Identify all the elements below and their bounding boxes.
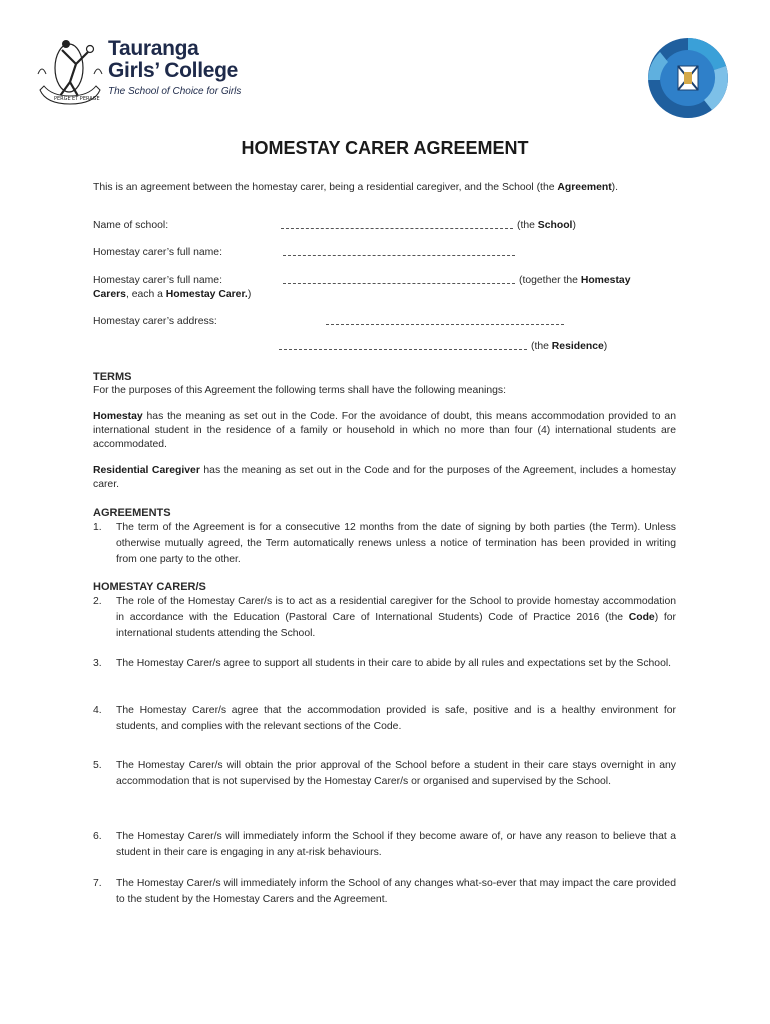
school-brand [108, 38, 241, 97]
intro-paragraph [93, 181, 676, 195]
school-name-line1: Tauranga [108, 37, 199, 60]
agreements-section [93, 506, 676, 568]
school-tagline: The School of Choice for Girls [108, 86, 242, 97]
carer2-name-blank[interactable] [283, 274, 515, 284]
carer2-name-label: Homestay carer’s full name: [93, 275, 222, 286]
school-suffix: (the School) [517, 220, 576, 231]
address-label: Homestay carer’s address: [93, 316, 217, 327]
address-blank-2[interactable] [279, 340, 527, 350]
terms-heading: TERMS [93, 371, 132, 383]
address-field [93, 315, 676, 329]
address-blank-1[interactable] [326, 315, 564, 325]
intro-text: This is an agreement between the homestay carer, being a residential caregiver, and the School (the [93, 182, 558, 193]
intro-bold: Agreement [557, 182, 612, 193]
school-name-label: Name of school: [93, 220, 169, 231]
caregiver-definition: Residential Caregiver has the meaning as set out in the Code and for the purposes of the Agreement, includes a homestay carer. [93, 465, 676, 490]
residence-suffix: (the Residence) [531, 341, 608, 352]
intro-end: ). [611, 182, 619, 193]
values-circle-logo [646, 36, 730, 120]
school-crest-logo [36, 34, 104, 110]
terms-intro: For the purposes of this Agreement the following terms shall have the following meanings: [93, 385, 506, 396]
carers-heading: HOMESTAY CARER/S [93, 581, 206, 593]
carer2-suffix: (together the Homestay [519, 275, 631, 286]
carer2-suffix-line2: Carers, each a Homestay Carer.) [93, 289, 252, 300]
crest-ribbon-right: ET PERAGE [72, 96, 100, 102]
crest-ribbon-left: PERGE [54, 96, 71, 102]
carer1-name-label: Homestay carer’s full name: [93, 247, 222, 258]
school-name-blank[interactable] [281, 219, 513, 229]
carer1-name-field [93, 246, 676, 260]
school-name-field [93, 219, 676, 233]
homestay-carers-section [93, 580, 676, 642]
carer2-name-field [93, 274, 676, 300]
carer-item-7: 7. The Homestay Carer/s will immediately inform the School of any changes what-so-ever that may impact the care provided to the student by the Homestay Carers and the Agreement. [93, 878, 676, 905]
carer-item-3: 3. The Homestay Carer/s agree to support all students in their care to abide by all rules and expectations set by the School. [93, 658, 672, 669]
carer-item-5: 5. The Homestay Carer/s will obtain the prior approval of the School before a student in their care stays overnight in any accommodation that is not supervised by the Homestay Carer/s or organised and supervised by the School. [93, 760, 676, 787]
carer-item-4: 4. The Homestay Carer/s agree that the accommodation provided is safe, positive and is a healthy environment for students, and complies with the relevant sections of the Code. [93, 705, 676, 732]
carer1-name-blank[interactable] [283, 246, 515, 256]
carer-item-6: 6. The Homestay Carer/s will immediately inform the School if they become aware of, or have any reason to believe that a student in their care is engaging in any at-risk behaviours. [93, 831, 676, 858]
terms-section [93, 370, 676, 492]
agreement-item-1: 1. The term of the Agreement is for a consecutive 12 months from the date of signing by both parties (the Term). Unless otherwise mutually agreed, the Term automatically renews unless a notice of termination has been provided in writing from one party to the other. [93, 522, 676, 565]
page-title: HOMESTAY CARER AGREEMENT [241, 138, 529, 158]
homestay-definition: Homestay has the meaning as set out in the Code. For the avoidance of doubt, this means accommodation provided to an international student in the residence of a family or household in which no more than four (4) international students are accommodated. [93, 411, 676, 450]
letterhead [36, 34, 736, 124]
school-name-line2: Girls’ College [108, 59, 239, 82]
carer-item-2: 2. The role of the Homestay Carer/s is to act as a residential caregiver for the School to provide homestay accommodation in accordance with the Education (Pastoral Care of International Students) Code of Practice 2016 (the Code) for international students attending the School. [93, 596, 676, 639]
agreements-heading: AGREEMENTS [93, 507, 171, 519]
